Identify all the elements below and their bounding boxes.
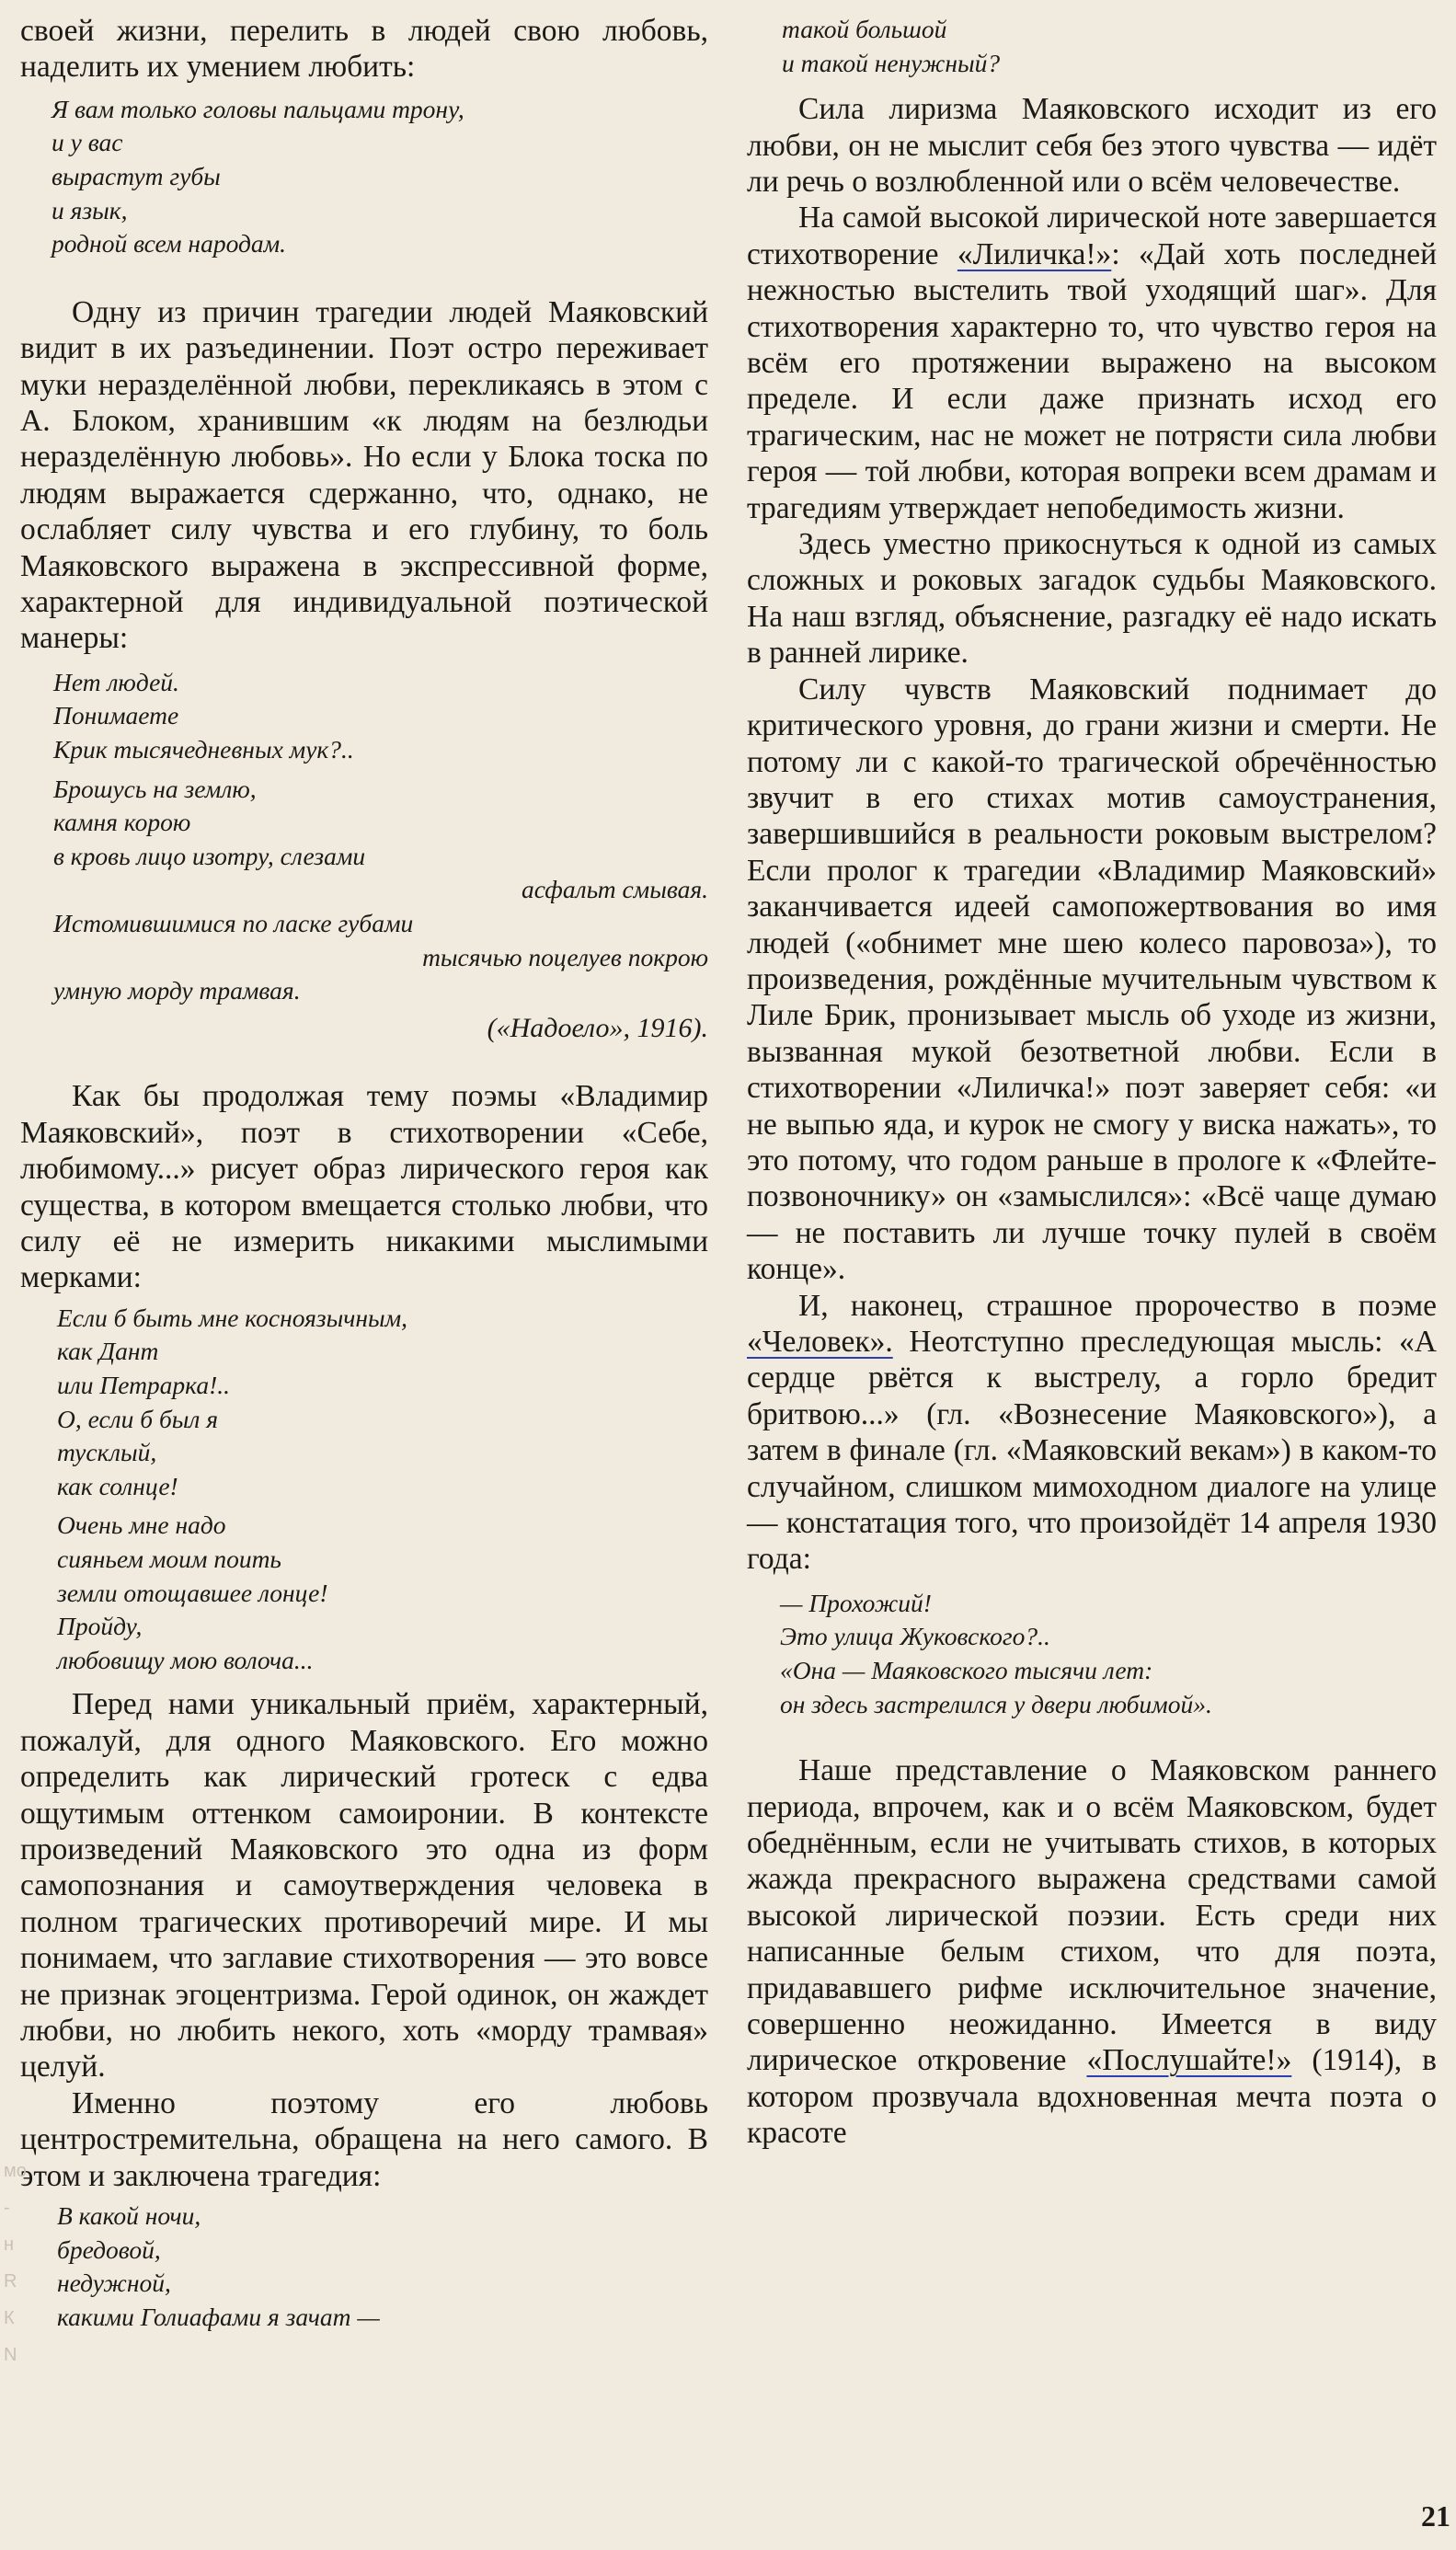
poem-line: тысячью поцелуев покрою xyxy=(422,942,708,971)
poem-line: как Дант xyxy=(57,1337,159,1366)
poem-line: Нет людей. xyxy=(53,667,179,696)
paragraph: Именно поэтому его любовь центростремительна, обращена на него самого. В этом и заключена трагедия: xyxy=(20,2085,708,2193)
poem-line: земли отощавшее лонце! xyxy=(57,1578,328,1607)
poem-line: он здесь застрелился у двери любимой». xyxy=(780,1689,1212,1718)
paragraph: Одну из причин трагедии людей Маяковский видит в их разъединении. Поэт остро переживает муки неразделённой любви, перекликаясь в этом с А. Блоком, хранившим «к людям на безлюдьи неразделённую любовь». Но если у Блока тоска по людям выражается сдержанно, что, однако, не ослабляет силу чувства и его глубину, то боль Маяковского выражена в экспрессивной форме, характерной для индивидуальной поэтической манеры: xyxy=(20,294,708,656)
paragraph: Силу чувств Маяковский поднимает до критического уровня, до грани жизни и смерти. Не потому ли с какой-то трагической обречённостью звучит в его стихах мотив самоустранения, завершившийся в реальности роковым выстрелом? Если пролог к трагедии «Владимир Маяковский» заканчивается идеей самопожертвования во имя людей («обнимет мне шею колесо паровоза»), то произведения, рождённые мучительным чувством к Лиле Брик, пронизывает мысль об уходе из жизни, вызванная мукой безответной любви. Если в стихотворении «Лиличка!» поэт заверяет себя: «и не выпью яда, и курок не смогу у виска нажать», то это потому, что годом раньше в прологе к «Флейте-позвоночнику» он «замыслился»: «Всё чаще думаю — не поставить ли лучше точку пулей в своём конце». xyxy=(747,672,1437,1287)
poem-line: Очень мне надо xyxy=(57,1510,226,1540)
underlined-title: «Человек». xyxy=(747,1325,893,1359)
poem-line: и язык, xyxy=(52,195,128,224)
poem-line: бредовой, xyxy=(57,2234,161,2264)
poem-line: и у вас xyxy=(52,128,123,157)
margin-bleed-marks: мо - н R К N xyxy=(4,2161,27,2365)
underlined-title: «Лиличка!» xyxy=(957,236,1112,271)
paragraph: На самой высокой лирической ноте завершается стихотворение «Лиличка!»: «Дай хоть последней нежностью выстелить твой уходящий шаг». Для стихотворения характерно то, что чувство героя на всём его протяжении выражено на высоком пределе. И если даже признать исход его трагическим, нас не может не потрясти сила любви героя — той любви, которая вопреки всем драмам и трагедиям утверждает непобедимость жизни. xyxy=(747,201,1437,525)
poem-line: В какой ночи, xyxy=(57,2201,201,2231)
poem-excerpt xyxy=(782,13,1437,80)
poem-line: «Она — Маяковского тысячи лет: xyxy=(780,1656,1153,1685)
poem-excerpt xyxy=(780,1587,1437,1721)
poem-line: родной всем народам. xyxy=(52,229,287,258)
right-column xyxy=(747,13,1437,2152)
poem-excerpt xyxy=(57,1302,708,1678)
poem-excerpt xyxy=(57,2200,708,2334)
poem-line: Крик тысячедневных мук?.. xyxy=(53,735,354,764)
poem-line: — Прохожий! xyxy=(780,1588,932,1617)
poem-line: или Петрарка!.. xyxy=(57,1371,231,1399)
poem-line: сияньем моим поить xyxy=(57,1544,281,1573)
poem-line: О, если б был я xyxy=(57,1404,219,1433)
left-column xyxy=(20,13,708,2334)
paragraph: И, наконец, страшное пророчество в поэме «Человек». Неотступно преследующая мысль: «А сердце рвётся к выстрелу, а горло бредит бритвою...» (гл. «Вознесение Маяковского»), а затем в финале (гл. «Маяковский векам») в каком-то случайном, слишком мимоходном диалоге на улице — констатация того, что произойдёт 14 апреля 1930 года: xyxy=(747,1288,1437,1577)
poem-line: такой большой xyxy=(782,15,947,43)
poem-line: в кровь лицо изотру, слезами xyxy=(53,841,366,870)
poem-source: («Надоело», 1916). xyxy=(487,1012,708,1043)
poem-line: Понимаете xyxy=(53,701,179,730)
poem-line: Истомившимися по ласке губами xyxy=(53,909,414,937)
poem-line: умную морду трамвая. xyxy=(53,976,301,1005)
paragraph: своей жизни, перелить в людей свою любовь, наделить их умением любить: xyxy=(20,14,708,85)
poem-line: Брошусь на землю, xyxy=(53,774,257,803)
poem-line: какими Голиафами я зачат — xyxy=(57,2302,380,2331)
paragraph: Здесь уместно прикоснуться к одной из самых сложных и роковых загадок судьбы Маяковского. На наш взгляд, объяснение, разгадку её надо искать в ранней лирике. xyxy=(747,527,1437,671)
poem-line: и такой ненужный? xyxy=(782,48,1001,77)
poem-line: Пройду, xyxy=(57,1612,143,1641)
underlined-title: «Послушайте!» xyxy=(1086,2043,1292,2078)
paragraph: Как бы продолжая тему поэмы «Владимир Маяковский», поэт в стихотворении «Себе, любимому...» рисует образ лирического героя как существа, в котором вмещается столько любви, что силу её не измерить никакими мыслимыми мерками: xyxy=(20,1079,708,1295)
poem-line: недужной, xyxy=(57,2269,171,2298)
poem-line: как солнце! xyxy=(57,1471,178,1500)
poem-line: Это улица Жуковского?.. xyxy=(780,1622,1050,1651)
poem-line: Если б быть мне косноязычным, xyxy=(57,1303,408,1332)
poem-excerpt xyxy=(53,666,708,1046)
page-number: 21 xyxy=(1421,2499,1450,2533)
poem-line: Я вам только головы пальцами трону, xyxy=(52,94,464,123)
poem-line: асфальт смывая. xyxy=(522,875,708,904)
paragraph: Сила лиризма Маяковского исходит из его любви, он не мыслит себя без этого чувства — идёт ли речь о возлюбленной или о всём человечестве. xyxy=(747,92,1437,199)
poem-line: камня корою xyxy=(53,808,191,837)
paragraph: Перед нами уникальный приём, характерный, пожалуй, для одного Маяковского. Его можно определить как лирический гротеск с едва ощутимым оттенком самоиронии. В контексте произведений Маяковского это одна из форм самопознания и самоутверждения человека в полном трагических противоречий мире. И мы понимаем, что заглавие стихотворения — это вовсе не признак эгоцентризма. Герой одинок, он жаждет любви, но любить некого, хоть «морду трамвая» целуй. xyxy=(20,1687,708,2085)
poem-line: вырастут губы xyxy=(52,162,221,190)
poem-line: тусклый, xyxy=(57,1438,157,1467)
poem-excerpt xyxy=(52,93,708,261)
poem-line: любовищу мою волоча... xyxy=(57,1645,314,1674)
paragraph: Наше представление о Маяковском раннего периода, впрочем, как и о всём Маяковском, будет обеднённым, если не учитывать стихов, в которых жажда прекрасного выражена средствами самой высокой лирической поэзии. Есть среди них написанные белым стихом, что для поэта, придававшего рифме исключительное значение, совершенно неожиданно. Имеется в виду лирическое откровение «Послушайте!» (1914), в котором прозвучала вдохновенная мечта поэта о красоте xyxy=(747,1753,1437,2151)
